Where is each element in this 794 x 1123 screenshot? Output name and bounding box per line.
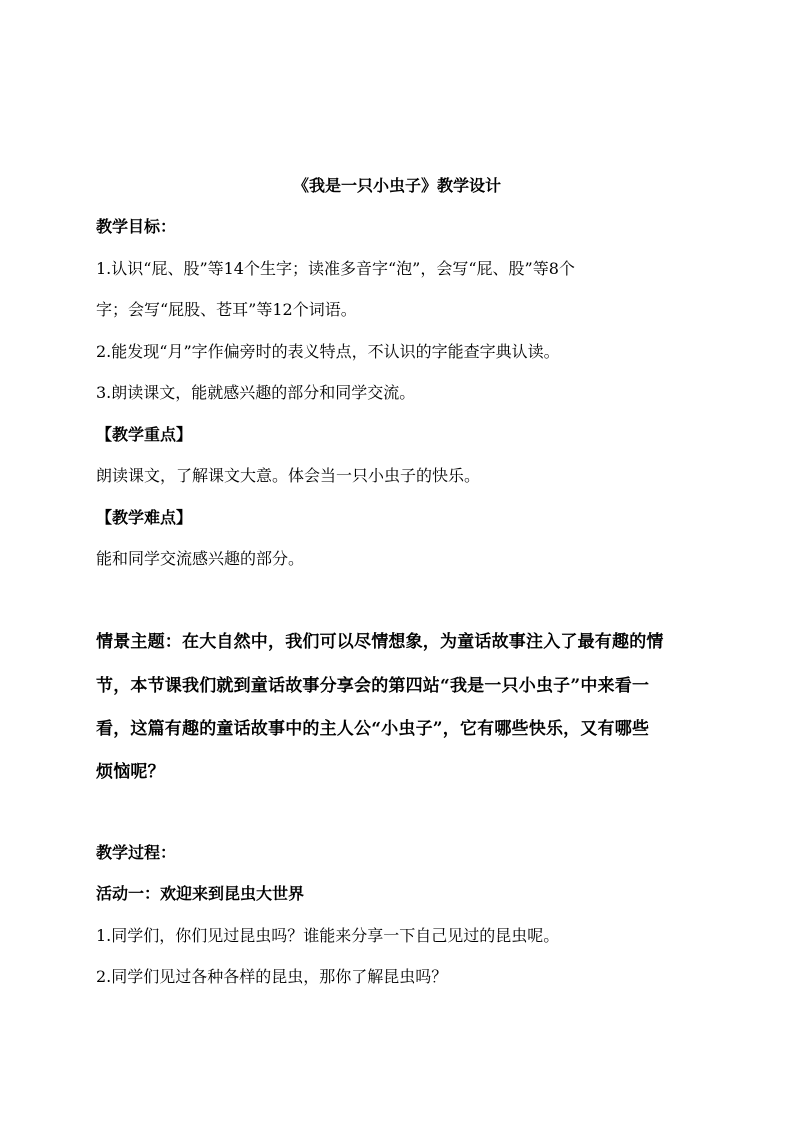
- goal-item-3: 3.朗读课文，能就感兴趣的部分和同学交流。: [96, 383, 416, 402]
- key-point-text: 朗读课文，了解课文大意。体会当一只小虫子的快乐。: [96, 466, 481, 485]
- goals-heading: 教学目标：: [96, 217, 177, 236]
- activity-1-heading: 活动一：欢迎来到昆虫大世界: [96, 884, 305, 903]
- theme-line-2: 节，本节课我们就到童话故事分享会的第四站“我是一只小虫子”中来看一: [96, 676, 650, 696]
- process-step-2: 2.同学们见过各种各样的昆虫，那你了解昆虫吗？: [96, 967, 448, 986]
- document-title: 《我是一只小虫子》教学设计: [292, 176, 501, 195]
- theme-line-1: 情景主题：在大自然中，我们可以尽情想象，为童话故事注入了最有趣的情: [96, 632, 664, 652]
- difficulty-heading: 【教学难点】: [96, 508, 193, 527]
- process-step-1: 1.同学们，你们见过昆虫吗？谁能来分享一下自己见过的昆虫呢。: [96, 926, 560, 945]
- process-heading: 教学过程：: [96, 843, 177, 862]
- goal-item-1-cont: 字；会写“屁股、苍耳”等12个词语。: [96, 300, 357, 319]
- key-point-heading: 【教学重点】: [96, 425, 193, 444]
- theme-line-3: 看，这篇有趣的童话故事中的主人公“小虫子”，它有哪些快乐，又有哪些: [96, 719, 650, 739]
- goal-item-1: 1.认识“屁、股”等14个生字；读准多音字“泡”，会写“屁、股”等8个: [96, 259, 575, 278]
- difficulty-text: 能和同学交流感兴趣的部分。: [96, 549, 305, 568]
- theme-line-4: 烦恼呢？: [96, 762, 165, 782]
- goal-item-2: 2.能发现“月”字作偏旁时的表义特点，不认识的字能查字典认读。: [96, 342, 560, 361]
